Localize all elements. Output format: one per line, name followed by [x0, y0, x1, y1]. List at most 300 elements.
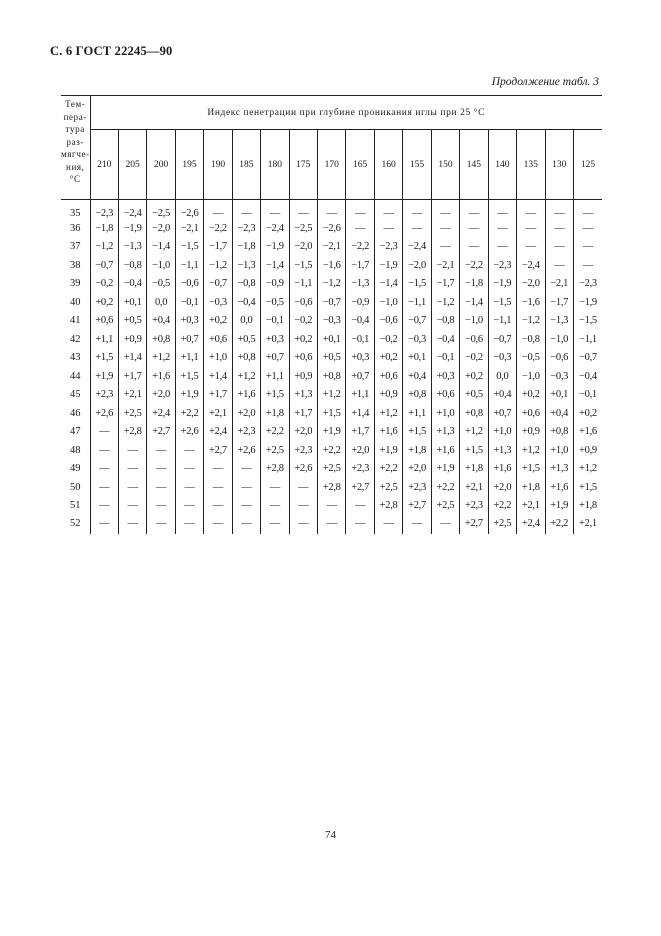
index-cell: −1,7: [431, 275, 459, 294]
index-cell: +0,2: [517, 386, 545, 405]
index-cell: −0,2: [289, 312, 317, 331]
index-cell: +0,8: [147, 330, 175, 349]
index-cell: −0,4: [346, 312, 374, 331]
index-cell: −0,5: [147, 275, 175, 294]
index-cell: −1,6: [517, 293, 545, 312]
index-cell: +1,2: [517, 441, 545, 460]
table-row: [61, 275, 602, 294]
index-cell: +1,1: [175, 349, 203, 368]
index-cell: +0,2: [204, 312, 232, 331]
index-cell: —: [261, 497, 289, 516]
index-cell: +2,7: [346, 478, 374, 497]
table-row: [61, 404, 602, 423]
index-cell: +2,6: [90, 404, 118, 423]
penetration-column-header: 180: [261, 130, 289, 200]
index-cell: —: [346, 515, 374, 534]
index-cell: —: [175, 478, 203, 497]
temperature-cell: 50: [70, 481, 81, 493]
index-cell: —: [374, 200, 402, 220]
index-cell: −1,8: [90, 219, 118, 238]
index-cell: +0,1: [545, 386, 573, 405]
index-cell: —: [175, 441, 203, 460]
index-cell: −1,7: [545, 293, 573, 312]
index-cell: −2,3: [232, 219, 260, 238]
index-cell: −0,7: [573, 349, 602, 368]
index-cell: +1,1: [403, 404, 431, 423]
index-cell: +1,7: [346, 423, 374, 442]
index-cell: —: [232, 460, 260, 479]
index-cell: −1,1: [573, 330, 602, 349]
index-cell: +0,4: [147, 312, 175, 331]
index-cell: —: [232, 200, 260, 220]
index-cell: +2,7: [403, 497, 431, 516]
index-cell: +1,9: [431, 460, 459, 479]
index-cell: —: [403, 219, 431, 238]
index-cell: —: [346, 497, 374, 516]
index-cell: —: [147, 460, 175, 479]
index-cell: —: [261, 515, 289, 534]
index-cell: −1,2: [90, 238, 118, 257]
index-cell: −0,4: [431, 330, 459, 349]
index-cell: —: [118, 478, 146, 497]
penetration-column-header: 210: [90, 130, 118, 200]
index-cell: −1,2: [318, 275, 346, 294]
index-cell: −2,5: [289, 219, 317, 238]
index-cell: +1,5: [90, 349, 118, 368]
index-cell: +1,6: [545, 478, 573, 497]
index-cell: −0,8: [232, 275, 260, 294]
index-cell: +2,0: [403, 460, 431, 479]
index-cell: −1,2: [204, 256, 232, 275]
temperature-cell: 43: [70, 352, 81, 364]
table-row: [61, 256, 602, 275]
temperature-cell: 51: [70, 500, 81, 512]
index-cell: +0,9: [374, 386, 402, 405]
index-cell: —: [90, 441, 118, 460]
index-cell: +2,2: [261, 423, 289, 442]
index-cell: —: [374, 219, 402, 238]
index-cell: +2,8: [318, 478, 346, 497]
index-cell: +1,9: [90, 367, 118, 386]
table-row: [61, 386, 602, 405]
index-cell: —: [545, 219, 573, 238]
index-cell: +0,7: [261, 349, 289, 368]
index-cell: —: [517, 219, 545, 238]
temperature-cell: 52: [70, 517, 81, 529]
index-cell: −0,3: [488, 349, 516, 368]
index-cell: +1,4: [118, 349, 146, 368]
index-cell: −0,8: [431, 312, 459, 331]
index-cell: +2,2: [175, 404, 203, 423]
index-cell: +1,9: [175, 386, 203, 405]
temperature-cell: 46: [70, 407, 81, 419]
index-cell: +2,4: [204, 423, 232, 442]
index-cell: +0,5: [460, 386, 488, 405]
index-cell: +2,2: [374, 460, 402, 479]
index-cell: −2,1: [175, 219, 203, 238]
index-cell: −0,5: [517, 349, 545, 368]
index-cell: +0,8: [545, 423, 573, 442]
index-cell: −1,4: [147, 238, 175, 257]
index-cell: −0,7: [90, 256, 118, 275]
index-cell: —: [573, 256, 602, 275]
index-cell: +0,9: [573, 441, 602, 460]
index-cell: +0,8: [318, 367, 346, 386]
penetration-column-header: 155: [403, 130, 431, 200]
index-cell: —: [318, 515, 346, 534]
group-header: Индекс пенетрации при глубине проникания иглы при 25 °С: [207, 107, 486, 118]
index-cell: +0,6: [90, 312, 118, 331]
index-cell: +1,9: [545, 497, 573, 516]
index-cell: −1,5: [289, 256, 317, 275]
penetration-column-header: 135: [517, 130, 545, 200]
index-cell: +2,6: [289, 460, 317, 479]
index-cell: +1,7: [204, 386, 232, 405]
index-cell: −0,9: [346, 293, 374, 312]
index-cell: +1,8: [573, 497, 602, 516]
index-cell: +1,8: [261, 404, 289, 423]
index-cell: +2,7: [147, 423, 175, 442]
index-cell: +0,8: [403, 386, 431, 405]
index-cell: +2,3: [90, 386, 118, 405]
index-cell: +2,4: [517, 515, 545, 534]
index-cell: +2,5: [374, 478, 402, 497]
index-cell: —: [431, 515, 459, 534]
index-cell: −2,1: [318, 238, 346, 257]
table-row: [61, 515, 602, 534]
temperature-cell: 38: [70, 259, 81, 271]
index-cell: +2,5: [431, 497, 459, 516]
index-cell: −2,0: [403, 256, 431, 275]
index-cell: −0,1: [573, 386, 602, 405]
index-cell: +0,7: [346, 367, 374, 386]
table-row: [61, 423, 602, 442]
index-cell: —: [488, 238, 516, 257]
index-cell: −0,6: [545, 349, 573, 368]
penetration-column-header: 160: [374, 130, 402, 200]
index-cell: +2,5: [488, 515, 516, 534]
index-cell: −1,5: [175, 238, 203, 257]
index-cell: +1,2: [232, 367, 260, 386]
index-cell: +1,2: [318, 386, 346, 405]
index-cell: +1,3: [431, 423, 459, 442]
temperature-cell: 49: [70, 463, 81, 475]
index-cell: +1,6: [488, 460, 516, 479]
index-cell: +1,8: [460, 460, 488, 479]
index-cell: +1,2: [460, 423, 488, 442]
table-row: [61, 497, 602, 516]
temperature-cell: 48: [70, 444, 81, 456]
temperature-cell: 40: [70, 296, 81, 308]
index-cell: +1,7: [289, 404, 317, 423]
index-cell: −0,7: [488, 330, 516, 349]
index-cell: +2,3: [460, 497, 488, 516]
index-cell: +2,1: [573, 515, 602, 534]
index-cell: −1,7: [346, 256, 374, 275]
index-cell: −1,3: [346, 275, 374, 294]
index-cell: −2,2: [460, 256, 488, 275]
index-cell: +0,3: [431, 367, 459, 386]
index-cell: −1,3: [118, 238, 146, 257]
index-cell: —: [261, 200, 289, 220]
index-cell: +1,6: [147, 367, 175, 386]
index-cell: +1,2: [374, 404, 402, 423]
table-row: [61, 238, 602, 257]
index-cell: −1,5: [488, 293, 516, 312]
index-cell: +1,1: [346, 386, 374, 405]
index-cell: —: [545, 238, 573, 257]
index-cell: +0,9: [517, 423, 545, 442]
index-cell: −0,4: [573, 367, 602, 386]
index-cell: −2,4: [403, 238, 431, 257]
table-row: [61, 478, 602, 497]
table-row: [61, 219, 602, 238]
index-cell: —: [204, 460, 232, 479]
index-cell: +0,3: [346, 349, 374, 368]
table-row: [61, 441, 602, 460]
index-cell: +0,2: [374, 349, 402, 368]
page-number: 74: [325, 829, 336, 841]
index-cell: +1,1: [261, 367, 289, 386]
temperature-cell: 39: [70, 278, 81, 290]
index-cell: −0,4: [232, 293, 260, 312]
index-cell: +2,6: [232, 441, 260, 460]
table-row: [61, 349, 602, 368]
index-cell: —: [232, 478, 260, 497]
index-cell: +0,6: [289, 349, 317, 368]
index-cell: −0,3: [545, 367, 573, 386]
index-cell: −0,2: [374, 330, 402, 349]
document-header: С. 6 ГОСТ 22245—90: [50, 44, 173, 58]
index-cell: −2,3: [374, 238, 402, 257]
index-cell: +1,3: [545, 460, 573, 479]
index-cell: 0,0: [147, 293, 175, 312]
index-cell: +2,5: [261, 441, 289, 460]
index-cell: −0,9: [261, 275, 289, 294]
table-row: [61, 460, 602, 479]
index-cell: +0,4: [545, 404, 573, 423]
index-cell: +1,6: [232, 386, 260, 405]
index-cell: −1,9: [118, 219, 146, 238]
index-cell: +1,4: [204, 367, 232, 386]
index-cell: +2,4: [147, 404, 175, 423]
index-cell: +1,6: [573, 423, 602, 442]
index-cell: −1,1: [488, 312, 516, 331]
index-cell: +0,4: [488, 386, 516, 405]
index-cell: —: [573, 200, 602, 220]
index-cell: −1,7: [204, 238, 232, 257]
index-cell: +1,4: [346, 404, 374, 423]
index-cell: +2,7: [460, 515, 488, 534]
index-cell: +1,6: [374, 423, 402, 442]
penetration-column-header: 145: [460, 130, 488, 200]
index-cell: —: [573, 219, 602, 238]
index-cell: +1,0: [431, 404, 459, 423]
temperature-header-line: тура: [65, 124, 85, 134]
index-cell: +1,1: [90, 330, 118, 349]
index-cell: —: [289, 515, 317, 534]
index-cell: +1,5: [460, 441, 488, 460]
index-cell: —: [431, 238, 459, 257]
index-cell: −0,3: [318, 312, 346, 331]
index-cell: —: [289, 200, 317, 220]
index-cell: —: [147, 478, 175, 497]
index-cell: —: [147, 515, 175, 534]
temperature-header-line: пера-: [63, 111, 87, 122]
index-cell: −0,5: [261, 293, 289, 312]
index-cell: −1,4: [460, 293, 488, 312]
index-cell: −1,2: [517, 312, 545, 331]
index-cell: −0,8: [517, 330, 545, 349]
index-cell: −0,1: [261, 312, 289, 331]
index-cell: −0,1: [346, 330, 374, 349]
index-cell: +0,7: [175, 330, 203, 349]
index-cell: +0,2: [573, 404, 602, 423]
index-cell: +0,1: [318, 330, 346, 349]
index-cell: +2,1: [460, 478, 488, 497]
table-row: [61, 330, 602, 349]
penetration-index-table: [61, 95, 602, 534]
index-cell: −1,8: [460, 275, 488, 294]
index-cell: +1,2: [573, 460, 602, 479]
index-cell: −1,0: [374, 293, 402, 312]
index-cell: —: [545, 200, 573, 220]
index-cell: +1,0: [488, 423, 516, 442]
index-cell: −1,4: [374, 275, 402, 294]
index-cell: −1,0: [545, 330, 573, 349]
index-cell: +2,8: [374, 497, 402, 516]
index-cell: +0,7: [488, 404, 516, 423]
index-cell: +2,7: [204, 441, 232, 460]
index-cell: −0,2: [90, 275, 118, 294]
index-cell: +2,0: [346, 441, 374, 460]
index-cell: −1,1: [289, 275, 317, 294]
index-cell: −0,2: [460, 349, 488, 368]
table-row: [61, 200, 602, 220]
temperature-cell: 36: [70, 222, 81, 234]
index-cell: —: [431, 200, 459, 220]
index-cell: +2,5: [318, 460, 346, 479]
index-cell: —: [204, 497, 232, 516]
index-cell: —: [232, 497, 260, 516]
index-cell: −2,1: [545, 275, 573, 294]
index-cell: —: [204, 515, 232, 534]
index-cell: —: [118, 497, 146, 516]
index-cell: —: [175, 497, 203, 516]
index-cell: —: [147, 441, 175, 460]
index-cell: —: [261, 478, 289, 497]
penetration-column-header: 150: [431, 130, 459, 200]
index-cell: −1,8: [232, 238, 260, 257]
index-cell: +1,5: [175, 367, 203, 386]
index-cell: —: [118, 441, 146, 460]
index-cell: −0,7: [318, 293, 346, 312]
penetration-column-header: 190: [204, 130, 232, 200]
index-cell: —: [460, 200, 488, 220]
index-cell: —: [374, 515, 402, 534]
index-cell: —: [147, 497, 175, 516]
index-cell: +2,0: [488, 478, 516, 497]
index-cell: −1,9: [573, 293, 602, 312]
index-cell: —: [118, 460, 146, 479]
index-cell: −0,3: [204, 293, 232, 312]
index-cell: −2,6: [318, 219, 346, 238]
index-cell: +0,6: [374, 367, 402, 386]
index-cell: −0,6: [175, 275, 203, 294]
penetration-column-header: 165: [346, 130, 374, 200]
index-cell: +2,0: [289, 423, 317, 442]
index-cell: —: [573, 238, 602, 257]
index-cell: —: [118, 515, 146, 534]
index-cell: +2,0: [147, 386, 175, 405]
penetration-column-header: 175: [289, 130, 317, 200]
index-cell: +0,5: [318, 349, 346, 368]
index-cell: —: [545, 256, 573, 275]
index-cell: −2,1: [431, 256, 459, 275]
index-cell: —: [431, 219, 459, 238]
index-cell: −1,4: [261, 256, 289, 275]
index-cell: +0,2: [90, 293, 118, 312]
index-cell: −1,9: [374, 256, 402, 275]
index-cell: —: [232, 515, 260, 534]
index-cell: +0,8: [460, 404, 488, 423]
index-cell: −1,6: [318, 256, 346, 275]
temperature-header-line: ния,: [66, 161, 85, 172]
index-cell: —: [90, 478, 118, 497]
penetration-column-header: 205: [118, 130, 146, 200]
index-cell: —: [204, 200, 232, 220]
index-cell: +0,6: [517, 404, 545, 423]
index-cell: −0,6: [460, 330, 488, 349]
index-cell: +0,1: [403, 349, 431, 368]
index-cell: +0,2: [289, 330, 317, 349]
temperature-cell: 35: [70, 208, 81, 219]
index-cell: —: [346, 219, 374, 238]
index-cell: —: [289, 497, 317, 516]
index-cell: +1,5: [261, 386, 289, 405]
index-cell: +2,2: [318, 441, 346, 460]
index-cell: −1,3: [545, 312, 573, 331]
index-cell: —: [346, 200, 374, 220]
penetration-column-header: 170: [318, 130, 346, 200]
index-cell: −0,1: [431, 349, 459, 368]
index-cell: +2,1: [204, 404, 232, 423]
index-cell: −2,4: [118, 200, 146, 220]
index-cell: —: [460, 238, 488, 257]
index-cell: +2,8: [118, 423, 146, 442]
index-cell: +0,3: [175, 312, 203, 331]
index-cell: +0,4: [403, 367, 431, 386]
index-cell: −1,1: [175, 256, 203, 275]
index-cell: −1,0: [517, 367, 545, 386]
table-body: [61, 200, 602, 534]
index-cell: +2,3: [289, 441, 317, 460]
penetration-column-header: 140: [488, 130, 516, 200]
index-cell: −0,7: [403, 312, 431, 331]
temperature-cell: 45: [70, 389, 81, 401]
penetration-column-header: 200: [147, 130, 175, 200]
index-cell: +2,2: [488, 497, 516, 516]
index-cell: +0,5: [118, 312, 146, 331]
index-cell: +1,8: [517, 478, 545, 497]
index-cell: −1,5: [573, 312, 602, 331]
temperature-cell: 41: [70, 315, 81, 327]
index-cell: +0,6: [204, 330, 232, 349]
index-cell: —: [90, 423, 118, 442]
index-cell: +1,6: [431, 441, 459, 460]
index-cell: —: [175, 515, 203, 534]
index-cell: +1,5: [517, 460, 545, 479]
